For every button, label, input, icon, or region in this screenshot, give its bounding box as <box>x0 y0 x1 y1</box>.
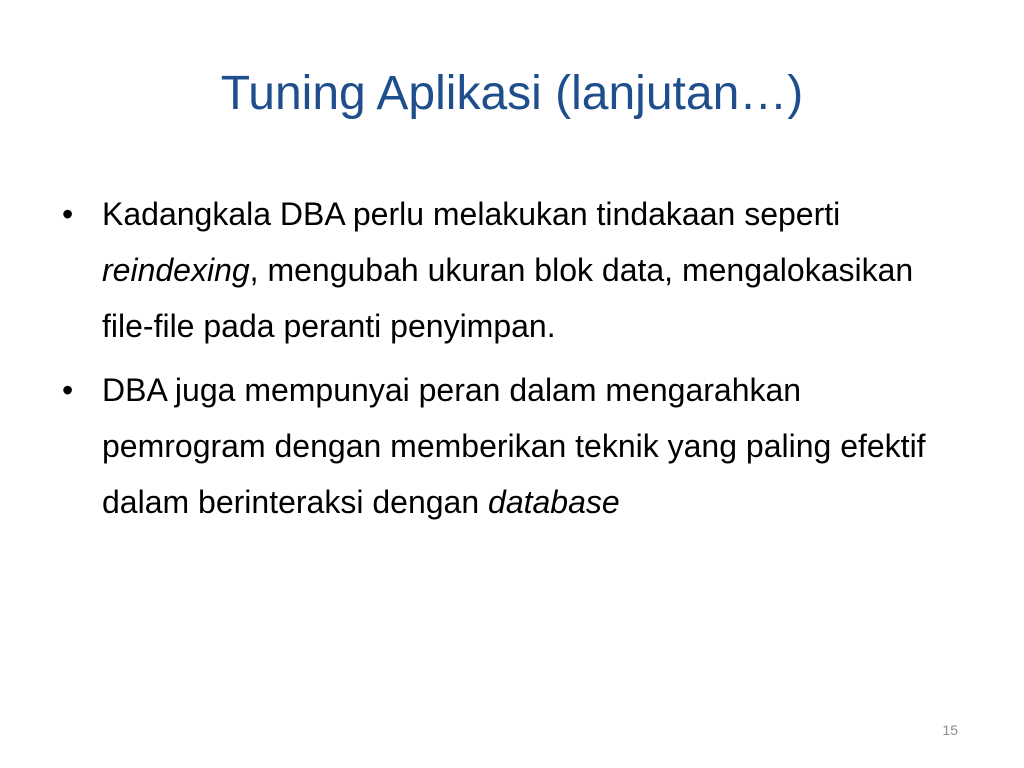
page-number: 15 <box>942 722 958 738</box>
bullet-text-italic: reindexing <box>102 252 250 288</box>
bullet-text-part: Kadangkala DBA perlu melakukan tindakaan seperti <box>102 196 841 232</box>
bullet-text <box>102 372 926 520</box>
bullet-item-2 <box>58 362 958 530</box>
bullet-marker: • <box>62 196 74 232</box>
slide-content <box>58 186 958 538</box>
slide-title: Tuning Aplikasi (lanjutan…) <box>220 67 804 120</box>
bullet-marker: • <box>62 372 74 408</box>
bullet-text-part: , mengubah ukuran blok data, mengalokasikan file-file pada peranti penyimpan. <box>102 252 914 344</box>
bullet-text <box>102 196 913 344</box>
bullet-text-italic: database <box>488 484 620 520</box>
bullet-item-1 <box>58 186 958 354</box>
bullet-text-part: DBA juga mempunyai peran dalam mengarahkan pemrogram dengan memberikan teknik yang paling efektif dalam berinteraksi dengan <box>102 372 926 520</box>
